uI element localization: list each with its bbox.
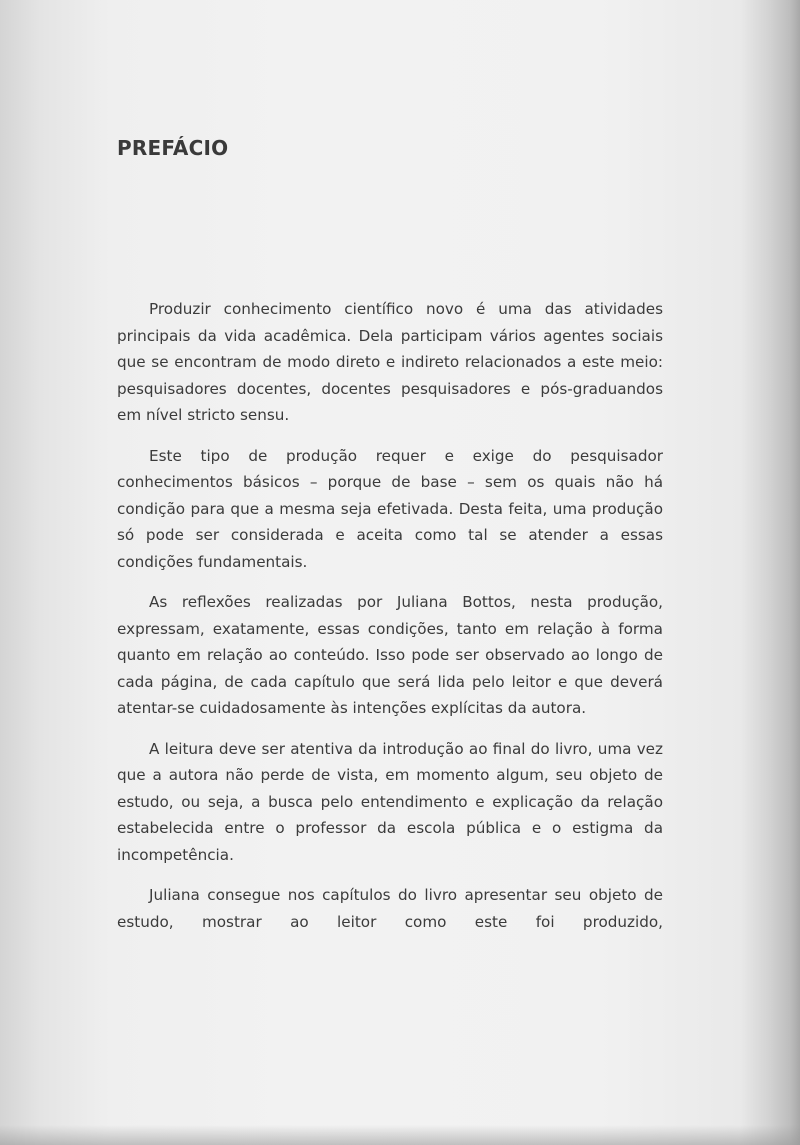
- paragraph-5: Juliana consegue nos capítulos do livro apresentar seu objeto de estudo, mostrar ao leitor como este foi produzido,: [117, 886, 663, 931]
- paragraph-2: Este tipo de produção requer e exige do pesquisador conhecimentos básicos – porque de base – sem os quais não há condição para que a mesma seja efetivada. Desta feita, uma produção só pode ser considerada e aceita como tal se atender a essas condições fundamentais.: [117, 446, 663, 571]
- page-title: PREFÁCIO: [117, 136, 229, 160]
- paragraph-4: A leitura deve ser atentiva da introdução ao final do livro, uma vez que a autora não perde de vista, em momento algum, seu objeto de estudo, ou seja, a busca pelo entendimento e explicação da relação estabelecida entre o professor da escola pública e o estigma da incompetência.: [117, 739, 663, 864]
- page-bottom-shadow: [0, 1125, 800, 1145]
- paragraph-3: As reflexões realizadas por Juliana Bottos, nesta produção, expressam, exatamente, essas condições, tanto em relação à forma quanto em relação ao conteúdo. Isso pode ser observado ao longo de cada página, de cada capítulo que será lida pelo leitor e que deverá atentar-se cuidadosamente às intenções explícitas da autora.: [117, 593, 663, 717]
- paragraph-1: Produzir conhecimento científico novo é uma das atividades principais da vida acadêmica. Dela participam vários agentes sociais que se encontram de modo direto e indireto relacionados a este meio: pesquisadores docentes, docentes pesquisadores e pós-graduandos em nível stricto sensu.: [117, 300, 663, 424]
- preface-body: [117, 296, 663, 949]
